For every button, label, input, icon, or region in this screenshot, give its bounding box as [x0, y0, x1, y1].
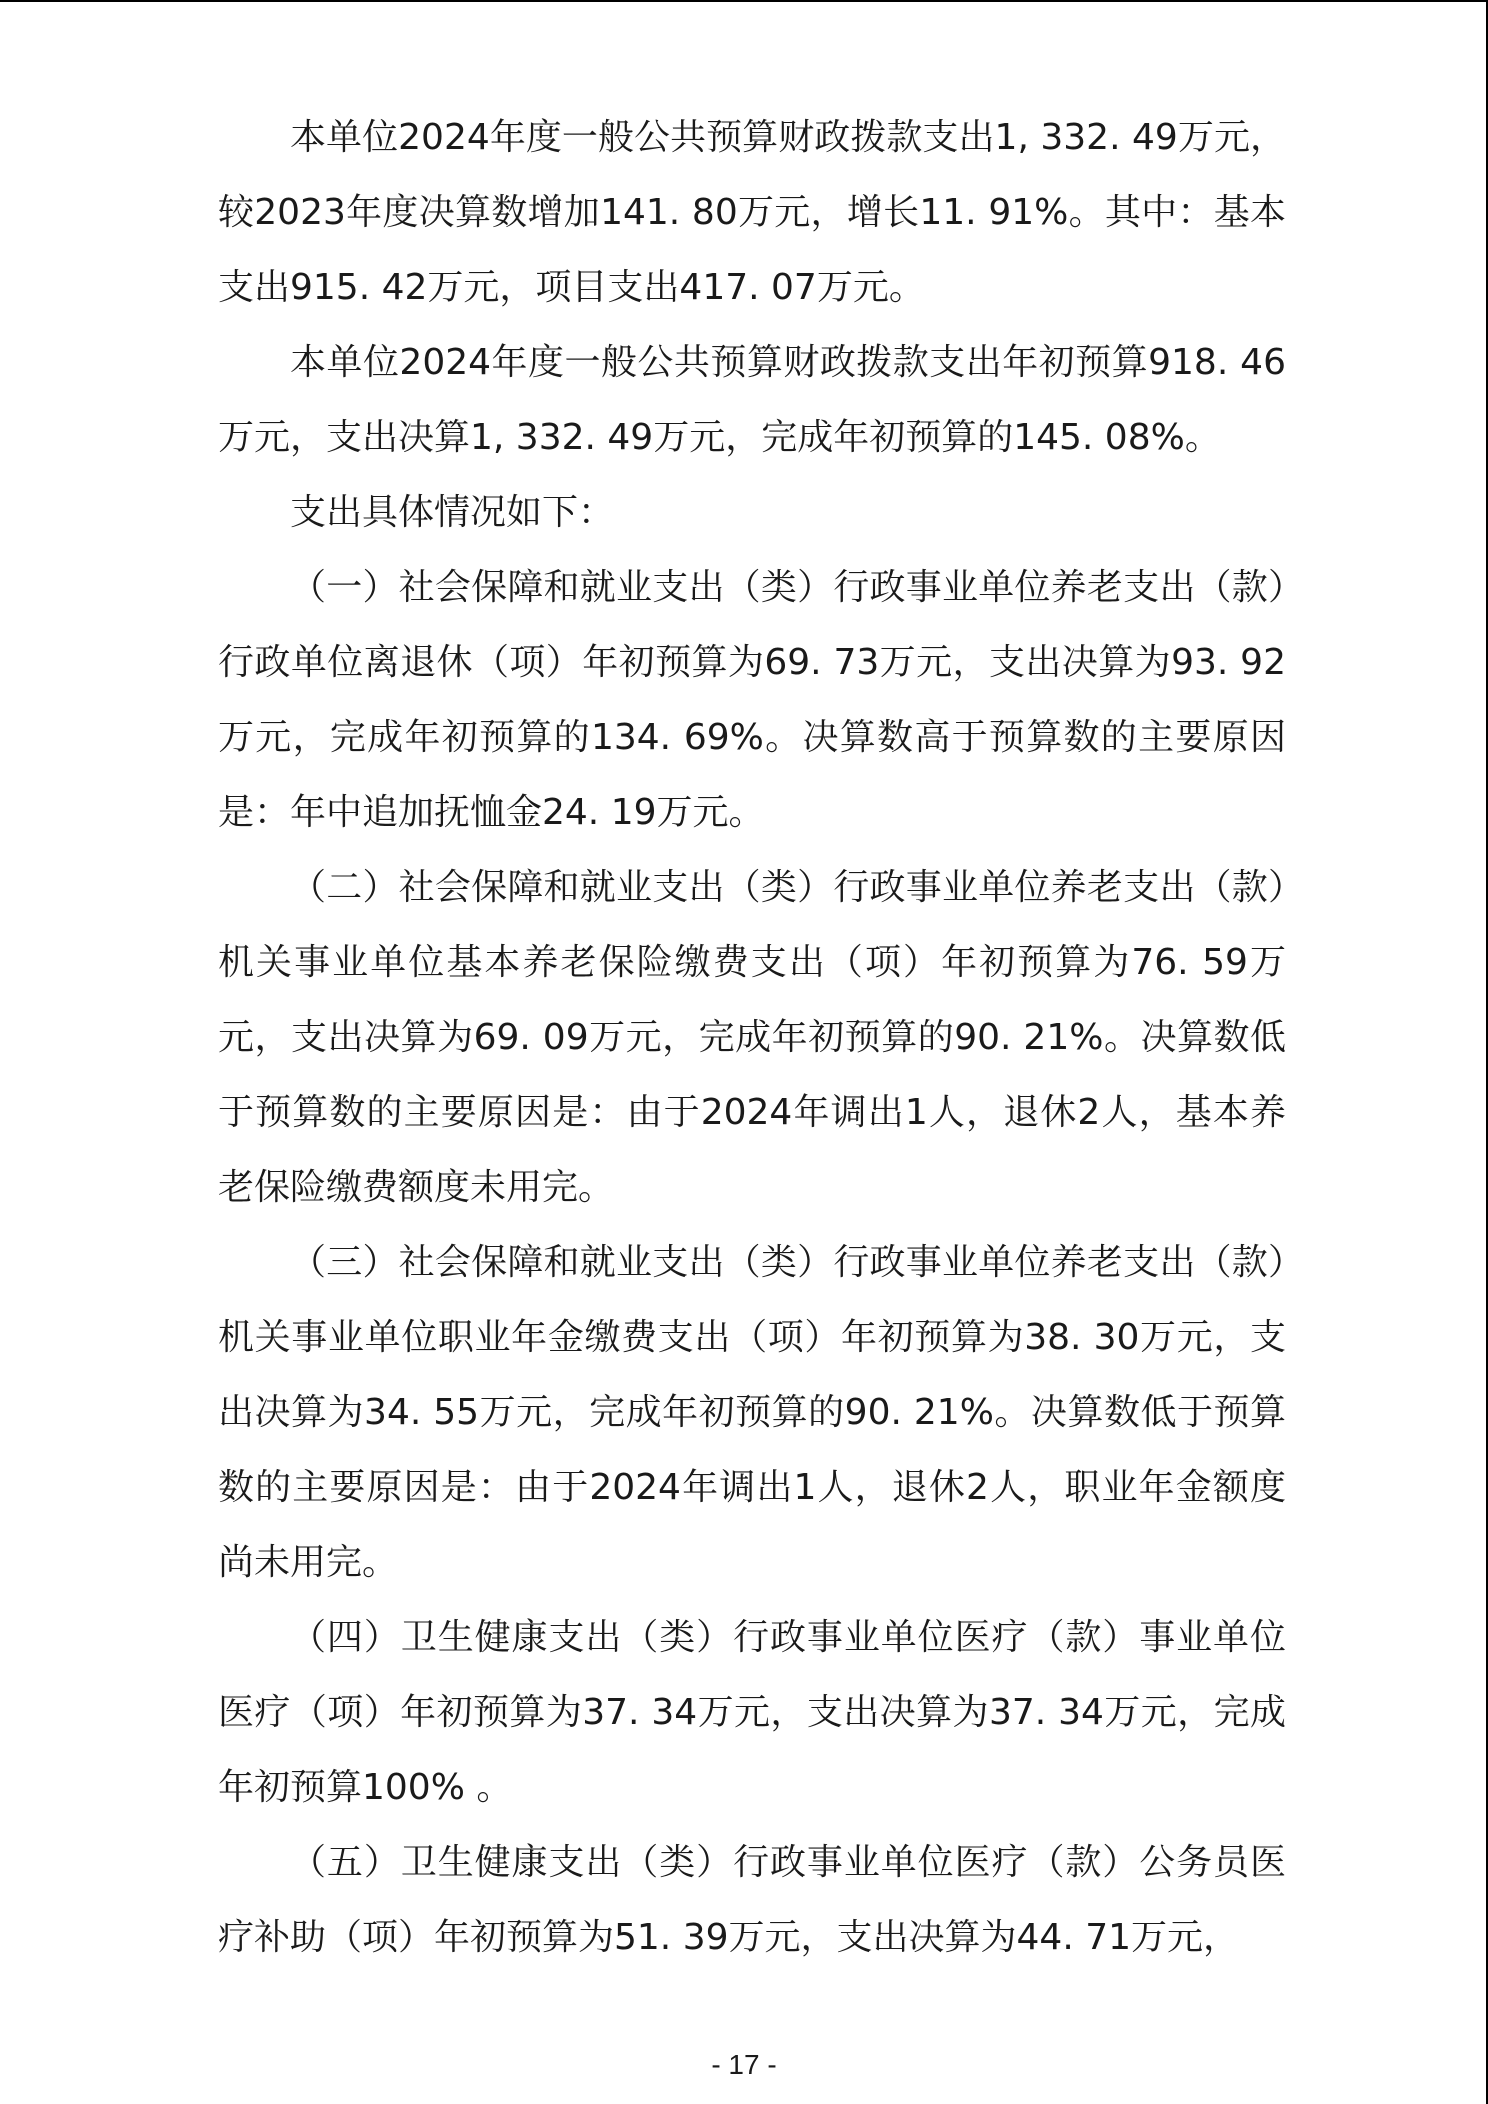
paragraph-details-intro: 支出具体情况如下： [290, 492, 615, 533]
paragraph-item-3-occupational-annuity: （三）社会保障和就业支出（类）行政事业单位养老支出（款）机关事业单位职业年金缴费支出（项）年初预算为38. 30万元，支出决算为34. 55万元，完成年初预算的90. 21%。决算数低于预算数的主要原因是：由于2024年调出1人，退休2人，职业年金额度尚未用完。 [218, 1242, 1286, 1583]
page-number: - 17 - [711, 2049, 777, 2080]
paragraph-item-1-retirement: （一）社会保障和就业支出（类）行政事业单位养老支出（款）行政单位离退休（项）年初预算为69. 73万元，支出决算为93. 92万元，完成年初预算的134. 69%。决算数高于预算数的主要原因是：年中追加抚恤金24. 19万元。 [218, 567, 1286, 833]
paragraph-item-5-civil-servant-medical: （五）卫生健康支出（类）行政事业单位医疗（款）公务员医疗补助（项）年初预算为51. 39万元，支出决算为44. 71万元， [218, 1842, 1286, 1958]
paragraph-budget-completion: 本单位2024年度一般公共预算财政拨款支出年初预算918. 46万元，支出决算1, 332. 49万元，完成年初预算的145. 08%。 [218, 342, 1286, 458]
paragraph-item-4-institution-medical: （四）卫生健康支出（类）行政事业单位医疗（款）事业单位医疗（项）年初预算为37. 34万元，支出决算为37. 34万元，完成年初预算100% 。 [218, 1617, 1286, 1808]
document-body [218, 100, 1286, 1975]
paragraph-expenditure-summary: 本单位2024年度一般公共预算财政拨款支出1, 332. 49万元，较2023年度决算数增加141. 80万元，增长11. 91%。其中：基本支出915. 42万元，项目支出417. 07万元。 [218, 117, 1286, 308]
paragraph-item-2-pension-insurance: （二）社会保障和就业支出（类）行政事业单位养老支出（款）机关事业单位基本养老保险缴费支出（项）年初预算为76. 59万元，支出决算为69. 09万元，完成年初预算的90. 21%。决算数低于预算数的主要原因是：由于2024年调出1人，退休2人，基本养老保险缴费额度未用完。 [218, 867, 1286, 1208]
